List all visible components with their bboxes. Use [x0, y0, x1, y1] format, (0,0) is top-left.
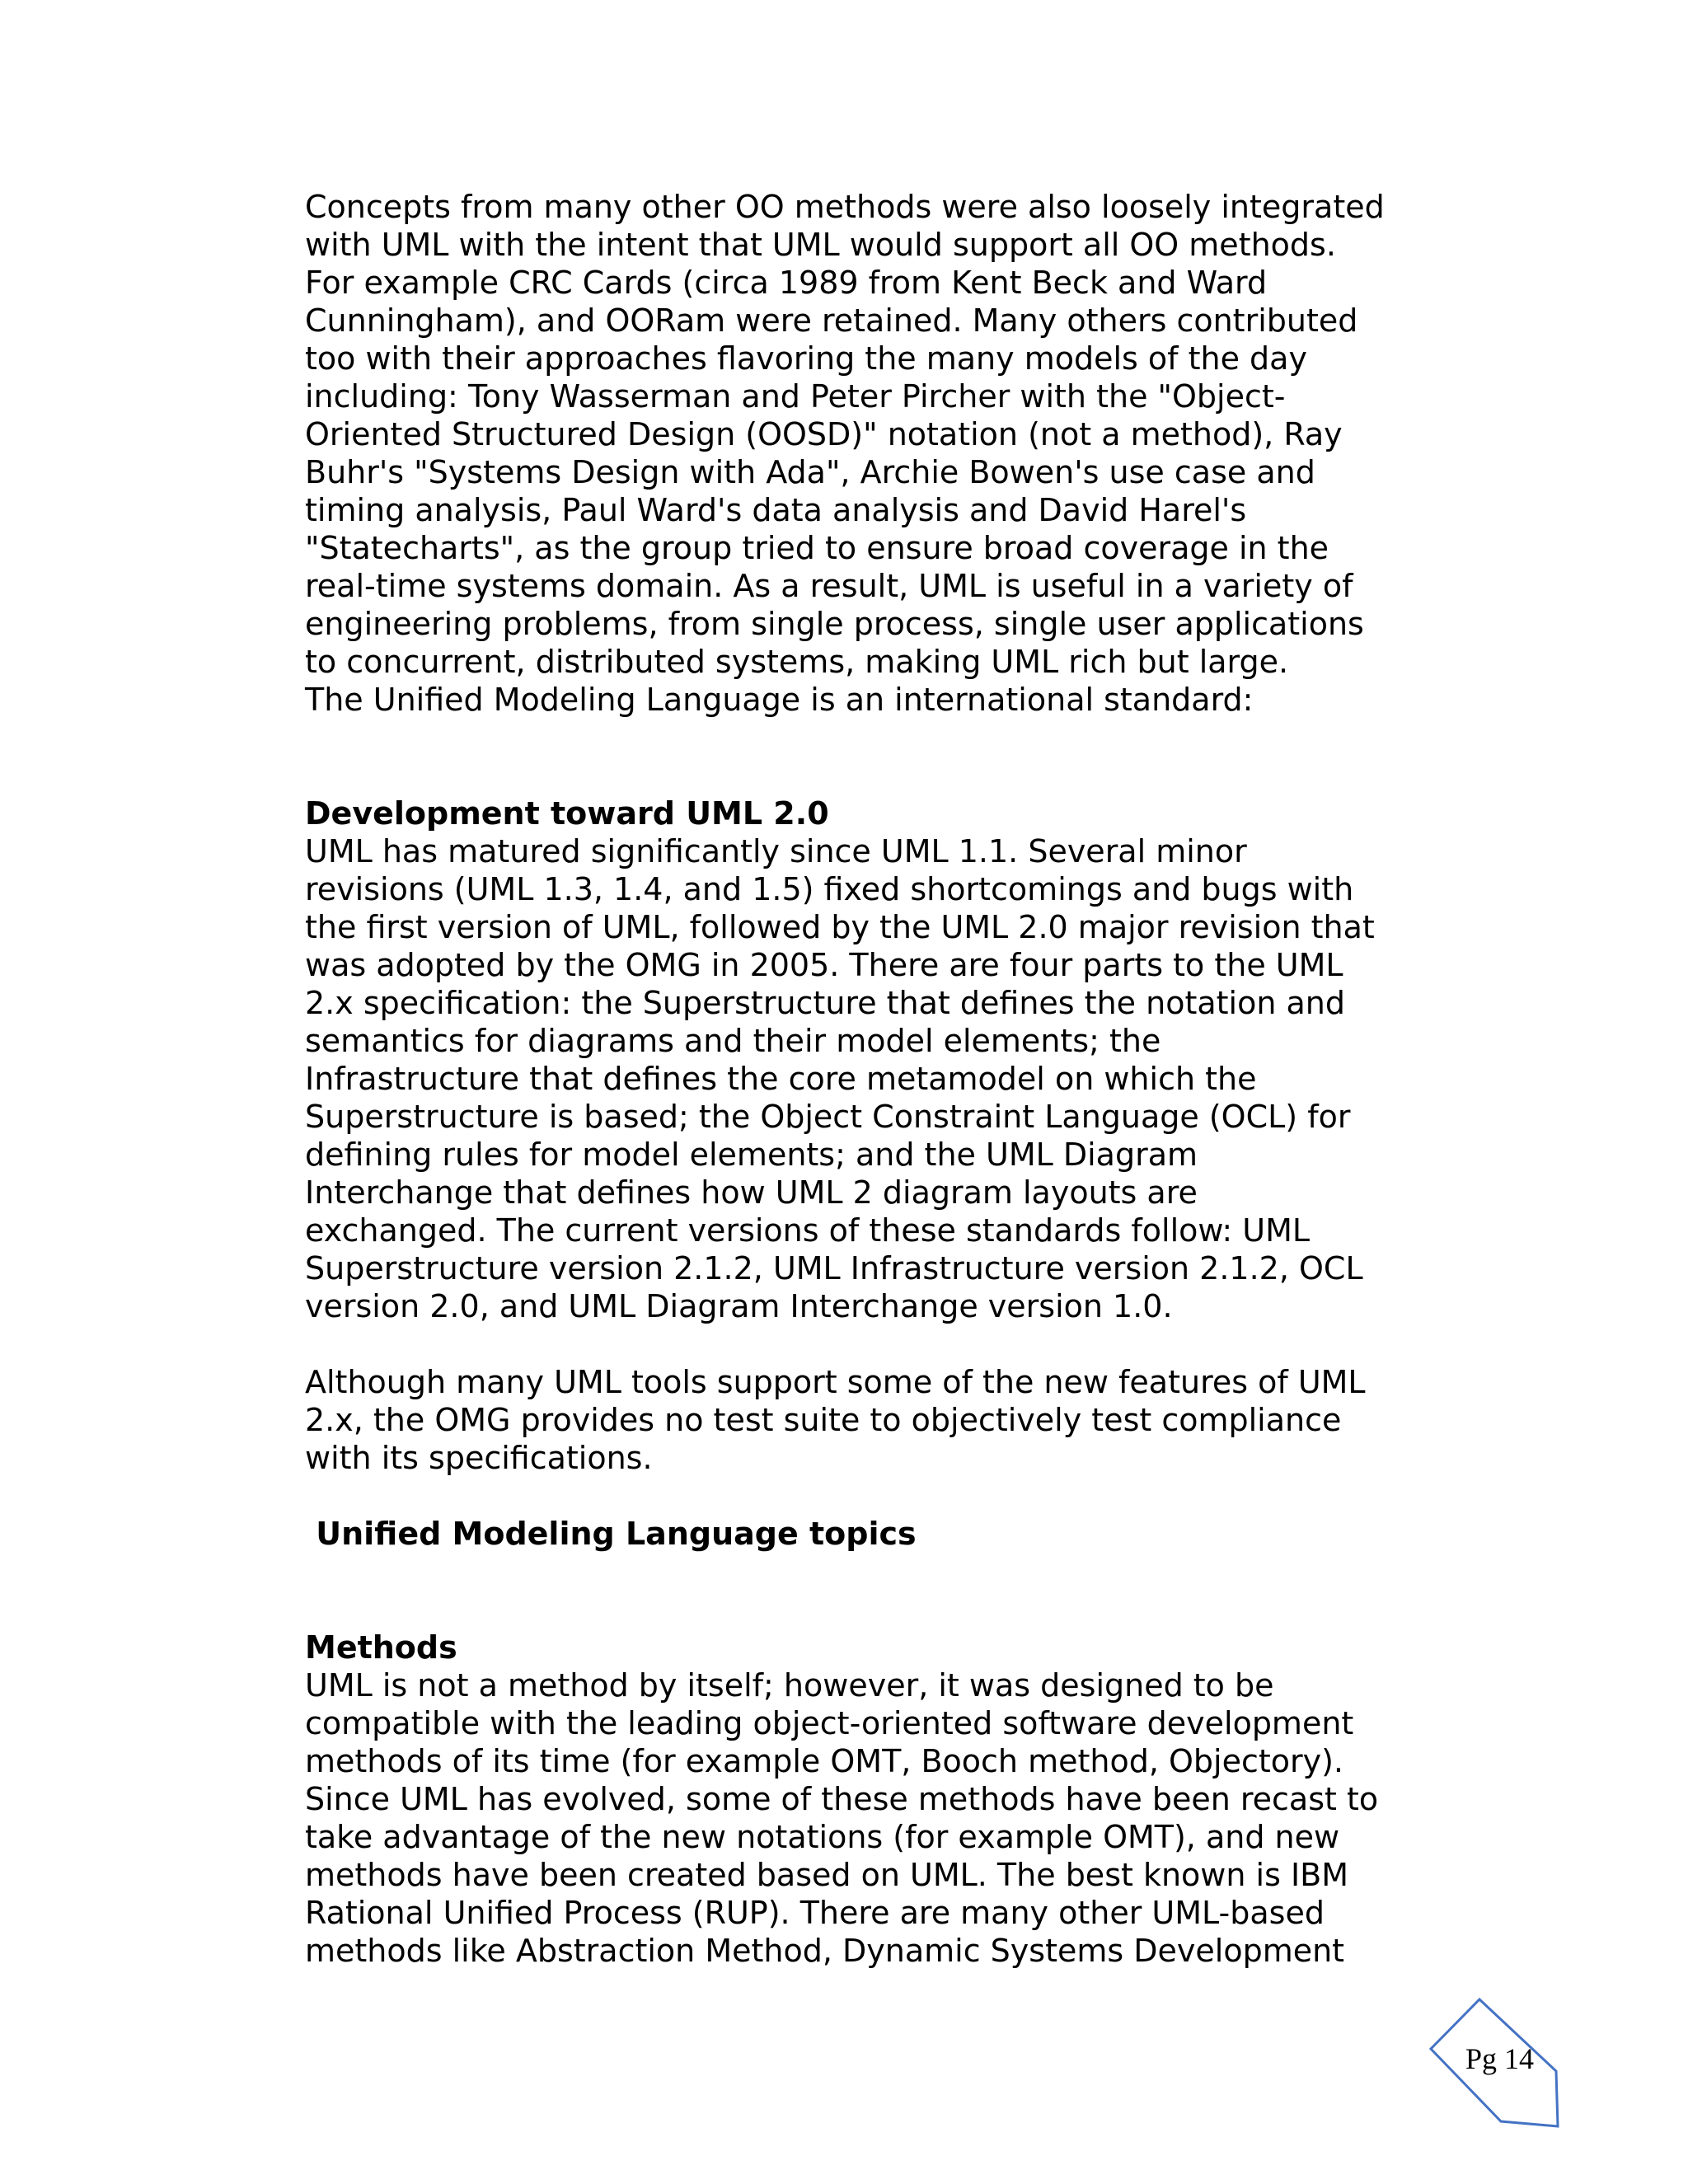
text-line: Cunningham), and OORam were retained. Many others contributed	[305, 302, 1358, 339]
text-line: UML has matured significantly since UML 1.1. Several minor	[305, 833, 1247, 869]
text-line: compatible with the leading object-oriented software development	[305, 1705, 1354, 1741]
text-line: engineering problems, from single process, single user applications	[305, 606, 1364, 642]
text-line: Superstructure version 2.1.2, UML Infrastructure version 2.1.2, OCL	[305, 1250, 1363, 1286]
text-line: methods like Abstraction Method, Dynamic Systems Development	[305, 1933, 1345, 1969]
text-line: methods of its time (for example OMT, Booch method, Objectory).	[305, 1743, 1344, 1779]
spacer	[305, 719, 1401, 794]
text-line: Oriented Structured Design (OOSD)" notation (not a method), Ray	[305, 416, 1343, 452]
heading-development-toward-uml-2: Development toward UML 2.0	[305, 795, 829, 832]
spacer	[305, 1477, 1401, 1515]
text-line: to concurrent, distributed systems, making UML rich but large.	[305, 644, 1289, 680]
heading-methods: Methods	[305, 1629, 457, 1666]
text-line: Since UML has evolved, some of these methods have been recast to	[305, 1781, 1379, 1817]
text-line: real-time systems domain. As a result, UML is useful in a variety of	[305, 568, 1353, 604]
text-line: 2.x, the OMG provides no test suite to objectively test compliance	[305, 1402, 1342, 1438]
text-line: The Unified Modeling Language is an international standard:	[305, 682, 1254, 718]
text-line: was adopted by the OMG in 2005. There are four parts to the UML	[305, 947, 1343, 983]
text-line: Concepts from many other OO methods were also loosely integrated	[305, 189, 1385, 225]
text-line: take advantage of the new notations (for example OMT), and new	[305, 1819, 1340, 1855]
paragraph-uml-2-development	[305, 832, 1401, 1325]
text-line: 2.x specification: the Superstructure that defines the notation and	[305, 985, 1345, 1021]
text-line: methods have been created based on UML. The best known is IBM	[305, 1857, 1349, 1893]
text-line: Superstructure is based; the Object Constraint Language (OCL) for	[305, 1099, 1351, 1135]
heading-uml-topics: Unified Modeling Language topics	[305, 1516, 917, 1552]
text-line: with UML with the intent that UML would support all OO methods.	[305, 227, 1336, 263]
spacer	[305, 1553, 1401, 1629]
text-line: timing analysis, Paul Ward's data analysis and David Harel's	[305, 492, 1247, 528]
text-line: semantics for diagrams and their model elements; the	[305, 1023, 1161, 1059]
spacer	[305, 1325, 1401, 1363]
text-line: Infrastructure that defines the core metamodel on which the	[305, 1061, 1257, 1097]
paragraph-methods	[305, 1666, 1401, 1970]
paragraph-uml-origins	[305, 188, 1401, 719]
text-line: exchanged. The current versions of these standards follow: UML	[305, 1212, 1311, 1249]
text-line: UML is not a method by itself; however, it was designed to be	[305, 1667, 1274, 1704]
page-number-tag	[1426, 1994, 1574, 2143]
text-line: including: Tony Wasserman and Peter Pircher with the "Object-	[305, 378, 1286, 415]
paragraph-tool-support	[305, 1363, 1401, 1477]
text-line: "Statecharts", as the group tried to ensure broad coverage in the	[305, 530, 1329, 566]
text-line: with its specifications.	[305, 1440, 653, 1476]
page-number: Pg 14	[1465, 2042, 1535, 2075]
text-line: version 2.0, and UML Diagram Interchange version 1.0.	[305, 1288, 1173, 1324]
document-body	[305, 188, 1401, 1970]
text-line: Although many UML tools support some of the new features of UML	[305, 1364, 1366, 1400]
text-line: Rational Unified Process (RUP). There are many other UML-based	[305, 1895, 1325, 1931]
text-line: too with their approaches flavoring the many models of the day	[305, 340, 1307, 377]
text-line: For example CRC Cards (circa 1989 from Kent Beck and Ward	[305, 265, 1268, 301]
text-line: Buhr's "Systems Design with Ada", Archie Bowen's use case and	[305, 454, 1315, 490]
text-line: Interchange that defines how UML 2 diagram layouts are	[305, 1174, 1198, 1211]
text-line: defining rules for model elements; and the UML Diagram	[305, 1137, 1198, 1173]
text-line: revisions (UML 1.3, 1.4, and 1.5) fixed shortcomings and bugs with	[305, 871, 1354, 907]
text-line: the first version of UML, followed by the UML 2.0 major revision that	[305, 909, 1375, 945]
